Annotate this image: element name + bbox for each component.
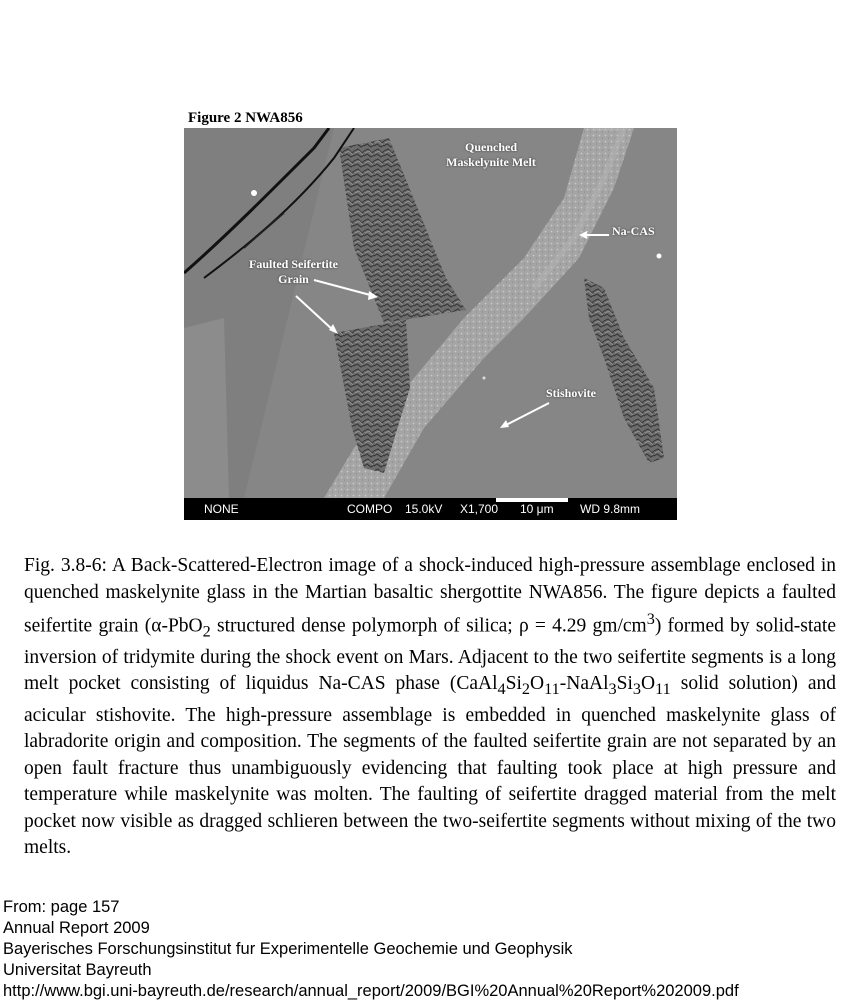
- figure-caption: Fig. 3.8-6: A Back-Scattered-Electron image of a shock-induced high-pressure assemblage enclosed in quenched maskelynite glass in the Martian basaltic shergottite NWA856. The figure depicts a faulted seifertite grain (α-PbO$_2$ structured dense polymorph of silica; ρ = 4.29 $gm/cm^3$) formed by solid-state inversion of tridymite during the shock event on Mars. Adjacent to the two seifertite segments is a long melt pocket consisting of liquidus Na-CAS phase ($CaAl_4Si_2O_{11}-NaAl_3Si_3O_{11}$ solid solution) and acicular stishovite. The high-pressure assemblage is embedded in quenched maskelynite glass of labradorite origin and composition. The segments of the faulted seifertite grain are not separated by an open fault fracture thus unambiguously evidencing that faulting took place at high pressure and temperature while maskelynite was molten. The faulting of seifertite dragged material from the melt pocket now visible as dragged schlieren between the two-seifertite segments without mixing of the two melts.: [24, 555, 836, 859]
- source-institute: Bayerisches Forschungsinstitut fur Experimentelle Geochemie und Geophysik: [3, 940, 573, 958]
- micrograph-image: [184, 128, 677, 498]
- label-stishovite: Stishovite: [546, 386, 597, 400]
- status-working-distance: WD 9.8mm: [580, 502, 640, 516]
- status-mode: COMPO: [347, 502, 393, 516]
- source-university: Universitat Bayreuth: [3, 961, 152, 979]
- label-faulted-seifertite-grain: Faulted Seifertite Grain: [249, 257, 338, 286]
- source-citation: [3, 897, 849, 1002]
- label-na-cas: Na-CAS: [612, 224, 655, 238]
- sem-micrograph: [184, 128, 677, 520]
- source-url[interactable]: http://www.bgi.uni-bayreuth.de/research/annual_report/2009/BGI%20Annual%20Report%202009.pdf: [3, 982, 739, 1000]
- status-scale: 10 μm: [520, 502, 554, 516]
- status-kv: 15.0kV: [405, 502, 443, 516]
- source-page: From: page 157: [3, 898, 120, 916]
- status-magnification: X1,700: [460, 502, 499, 516]
- status-signal: NONE: [204, 502, 239, 516]
- source-report: Annual Report 2009: [3, 919, 150, 937]
- label-quenched-maskelynite-melt: Quenched Maskelynite Melt: [446, 140, 536, 169]
- figure-title: Figure 2 NWA856: [188, 110, 303, 126]
- sem-status-bar: [184, 498, 677, 520]
